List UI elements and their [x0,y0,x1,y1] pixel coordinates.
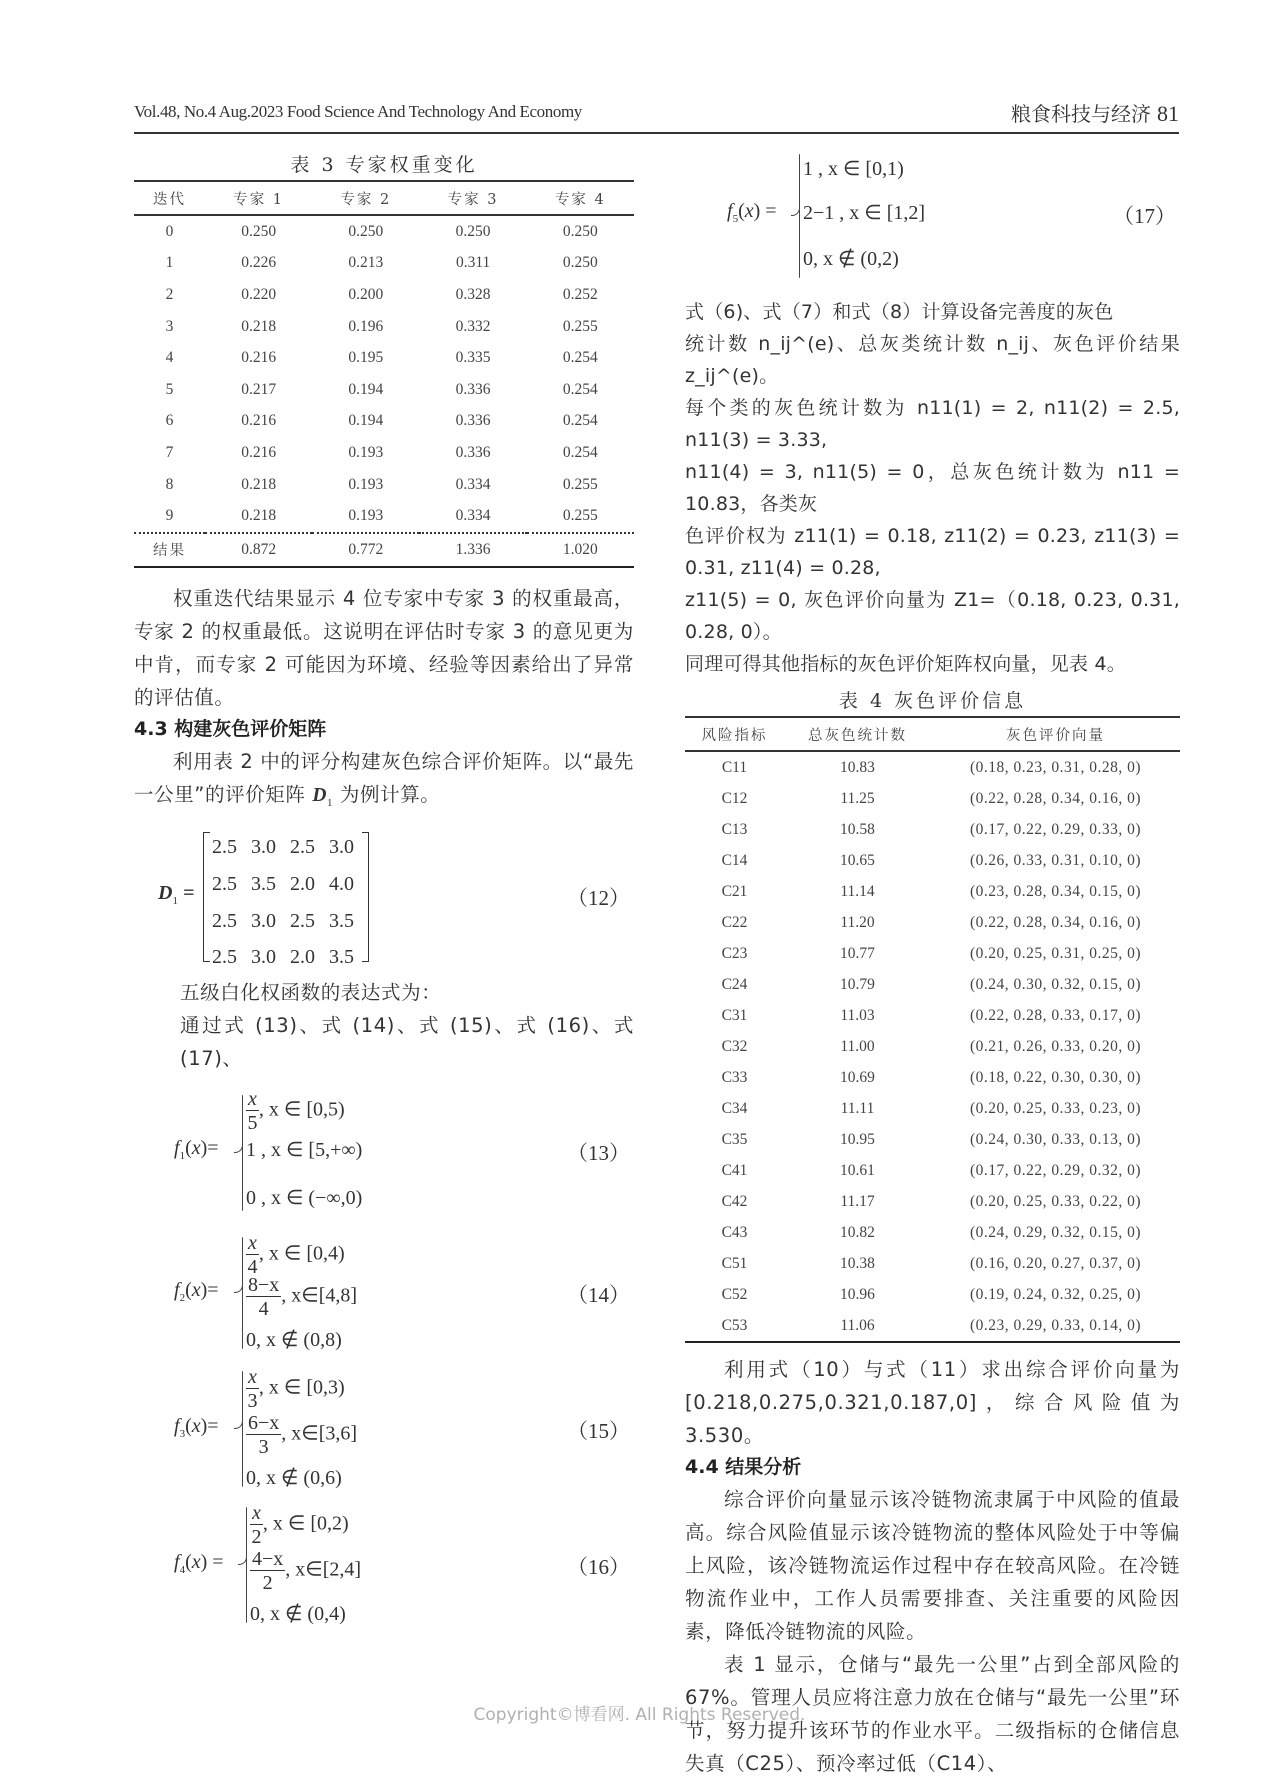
iteration-cell: 2 [165,285,174,303]
table4-row [685,1186,1180,1217]
risk-indicator-cell: C34 [721,1099,748,1117]
risk-indicator-cell: C11 [721,758,748,776]
iteration-cell: 6 [165,412,174,430]
table3-row [134,437,634,469]
equation-13 [134,1089,634,1217]
weight-cell: 0.254 [562,380,598,398]
grey-vector-cell: (0.23, 0.28, 0.34, 0.15, 0) [969,882,1142,900]
weight-cell: 0.332 [455,317,491,335]
table4-header-row [685,717,1180,751]
table4-row [685,969,1180,1000]
total-grey-count-cell: 10.96 [840,1285,875,1303]
risk-indicator-cell: C21 [721,882,748,900]
risk-indicator-cell: C41 [721,1161,748,1179]
total-grey-count-cell: 11.00 [840,1037,875,1055]
table3-expert-weights [134,180,634,568]
paragraph-construct-matrix [134,745,634,812]
text-line: 统计数 n_ij^(e)、总灰类统计数 n_ij、灰色评价结果 z_ij^(e)。 [685,333,1180,387]
page-number: 81 [1157,101,1179,126]
equation-number: （13） [567,1140,630,1165]
risk-indicator-cell: C13 [721,820,748,838]
weight-cell: 0.194 [348,380,384,398]
case-3: 0, x ∉ (0,4) [250,1602,346,1625]
function-name: $f_1(x)=$ [174,1136,219,1162]
matrix-symbol: D [312,784,327,806]
risk-indicator-cell: C32 [721,1037,748,1055]
weight-cell: 0.216 [241,412,277,430]
grey-vector-cell: (0.24, 0.29, 0.32, 0.15, 0) [969,1223,1142,1241]
total-grey-count-cell: 10.82 [840,1223,875,1241]
weight-cell: 0.328 [455,285,491,303]
weight-cell: 0.254 [562,412,598,430]
table3-col-header: 专家 2 [312,181,419,215]
text-line: n11(4) = 3, n11(5) = 0，总灰色统计数为 n11 = 10.83，各类灰 [685,461,1180,515]
function-name: $f_5(x)$ = [727,200,777,225]
weight-cell: 0.250 [562,254,598,272]
weight-cell: 0.196 [348,317,384,335]
table4-row [685,1062,1180,1093]
weight-cell: 0.334 [455,507,491,525]
table3-row [134,469,634,501]
left-column [134,150,634,1627]
weight-cell: 0.334 [455,475,491,493]
table3-col-header: 专家 1 [205,181,312,215]
paragraph-comprehensive-vector: 利用式（10）与式（11）求出综合评价向量为 [0.218,0.275,0.321,0.187,0]，综合风险值为 3.530。 [685,1358,1180,1447]
equation-15 [134,1367,634,1491]
equation-number: （17） [1113,204,1176,228]
grey-vector-cell: (0.19, 0.24, 0.32, 0.25, 0) [969,1285,1142,1303]
table4-row [685,1310,1180,1342]
grey-vector-cell: (0.24, 0.30, 0.32, 0.15, 0) [969,975,1142,993]
total-grey-count-cell: 10.38 [840,1254,875,1272]
risk-indicator-cell: C43 [721,1223,748,1241]
table4-title: 表 4 灰色评价信息 [838,690,1027,712]
case-2: 1 , x ∈ [5,+∞) [246,1138,363,1161]
total-grey-count-cell: 11.14 [840,882,875,900]
risk-indicator-cell: C52 [721,1285,748,1303]
weight-cell: 0.226 [241,254,277,272]
total-grey-count-cell: 10.79 [840,975,875,993]
equation-number: （12） [567,885,630,910]
text-line: 同理可得其他指标的灰色评价矩阵权向量，见表 4。 [685,653,1126,675]
weight-cell: 0.217 [241,380,277,398]
case-3: 0, x ∉ (0,2) [803,248,899,270]
grey-vector-cell: (0.20, 0.25, 0.33, 0.22, 0) [969,1192,1142,1210]
table4-row [685,845,1180,876]
total-grey-count-cell: 10.69 [840,1068,875,1086]
brace [246,1507,247,1623]
table4-grey-evaluation [685,716,1180,1343]
matrix-d1 [203,832,369,968]
grey-vector-cell: (0.26, 0.33, 0.31, 0.10, 0) [969,851,1142,869]
table3-row [134,215,634,248]
result-cell: 0.772 [312,533,419,567]
table4-row [685,907,1180,938]
weight-cell: 0.195 [348,349,384,367]
text-span: 为例计算。 [333,782,441,806]
table3-title: 表 3 专家权重变化 [290,154,478,176]
case-2: $\frac{6-x}{3}$ , x∈[3,6] [248,1411,358,1458]
grey-vector-cell: (0.20, 0.25, 0.33, 0.23, 0) [969,1099,1142,1117]
grey-vector-cell: (0.21, 0.26, 0.33, 0.20, 0) [969,1037,1142,1055]
grey-vector-cell: (0.22, 0.28, 0.34, 0.16, 0) [969,789,1142,807]
case-1: 1 , x ∈ [0,1) [803,158,904,180]
function-name: $f_2(x)=$ [174,1278,219,1304]
weight-cell: 0.218 [241,507,277,525]
function-name: $f_4(x)$ = [174,1550,224,1576]
table3-row [134,311,634,343]
table4-row [685,1031,1180,1062]
table4-row [685,1248,1180,1279]
grey-vector-cell: (0.24, 0.30, 0.33, 0.13, 0) [969,1130,1142,1148]
table3-row [134,406,634,438]
result-label-cell: 结果 [134,533,205,567]
grey-vector-cell: (0.16, 0.20, 0.27, 0.37, 0) [969,1254,1142,1272]
case-1: $\frac{x}{2}$ , x ∈ [0,2) [251,1501,349,1548]
weight-cell: 0.218 [241,475,277,493]
weight-cell: 0.254 [562,349,598,367]
case-1: $\frac{x}{3}$ , x ∈ [0,3) [247,1365,345,1412]
right-column [685,150,1180,1780]
table3-row [134,374,634,406]
weight-cell: 0.336 [455,380,491,398]
risk-indicator-cell: C51 [721,1254,748,1272]
table3-col-header: 专家 3 [419,181,526,215]
table3-row [134,500,634,533]
paragraph-table1-analysis: 表 1 显示，仓储与“最先一公里”占到全部风险的 67%。管理人员应将注意力放在仓储与“最先一公里”环节，努力提升该环节的作业水平。二级指标的仓储信息失真（C25）、预冷率过低（C14）、 [685,1653,1180,1775]
weight-cell: 0.250 [241,222,277,240]
weight-cell: 0.216 [241,349,277,367]
weight-cell: 0.194 [348,412,384,430]
total-grey-count-cell: 11.03 [840,1006,875,1024]
case-3: 0 , x ∈ (−∞,0) [246,1186,363,1209]
weight-cell: 0.255 [562,507,598,525]
grey-vector-cell: (0.17, 0.22, 0.29, 0.32, 0) [969,1161,1142,1179]
journal-title [1011,98,1179,127]
case-2: $\frac{4-x}{2}$ , x∈[2,4] [252,1547,362,1594]
risk-indicator-cell: C23 [721,944,748,962]
risk-indicator-cell: C24 [721,975,748,993]
equation-16 [134,1503,634,1627]
table4-row [685,814,1180,845]
total-grey-count-cell: 10.83 [840,758,875,776]
risk-indicator-cell: C42 [721,1192,748,1210]
paragraph-weight-result: 权重迭代结果显示 4 位专家中专家 3 的权重最高，专家 2 的权重最低。这说明在评估时专家 3 的意见更为中肯，而专家 2 可能因为环境、经验等因素给出了异常的评估值。 [134,586,634,709]
equation-number: （14） [567,1282,630,1307]
iteration-cell: 3 [165,317,174,335]
weight-cell: 0.193 [348,507,384,525]
brace [799,154,800,278]
weight-cell: 0.336 [455,412,491,430]
table4-row [685,1093,1180,1124]
table3-header-row [134,181,634,215]
risk-indicator-cell: C12 [721,789,748,807]
table4-row [685,1124,1180,1155]
section-heading-4-4: 4.4 结果分析 [685,1456,802,1478]
equation-12 [134,832,634,972]
weight-cell: 0.193 [348,475,384,493]
weight-cell: 0.200 [348,285,384,303]
total-grey-count-cell: 11.11 [840,1099,875,1117]
case-1: $\frac{x}{5}$ , x ∈ [0,5) [247,1087,345,1134]
iteration-cell: 1 [165,254,174,272]
matrix-row: 2.5 3.0 2.5 3.5 [212,909,354,932]
total-grey-count-cell: 10.95 [840,1130,875,1148]
text-line: 式（6)、式（7）和式（8）计算设备完善度的灰色 [685,301,1114,323]
weight-cell: 0.311 [455,254,491,272]
table3-col-header: 专家 4 [527,181,634,215]
grey-vector-cell: (0.20, 0.25, 0.31, 0.25, 0) [969,944,1142,962]
section-heading-4-3: 4.3 构建灰色评价矩阵 [134,717,327,740]
grey-vector-cell: (0.23, 0.29, 0.33, 0.14, 0) [931,1310,1180,1342]
table4-col-header: 灰色评价向量 [931,717,1180,751]
weight-cell: 0.255 [562,317,598,335]
table3-result-row [134,533,634,567]
matrix-row: 2.5 3.5 2.0 4.0 [212,872,354,895]
case-2: 2−1 , x ∈ [1,2] [803,202,926,224]
matrix-label: $D_1$ = [158,881,195,907]
weight-cell: 0.220 [241,285,277,303]
risk-indicator-cell: C33 [721,1068,748,1086]
case-3: 0, x ∉ (0,8) [246,1328,342,1351]
weight-cell: 0.335 [455,349,491,367]
grey-vector-cell: (0.18, 0.23, 0.31, 0.28, 0) [969,758,1142,776]
grey-vector-cell: (0.18, 0.22, 0.30, 0.30, 0) [969,1068,1142,1086]
journal-info: Vol.48, No.4 Aug.2023 Food Science And Technology And Economy [134,102,582,121]
total-grey-count-cell: 10.65 [840,851,875,869]
weight-cell: 0.213 [348,254,384,272]
equation-number: （16） [567,1554,630,1579]
paragraph-whitening-intro: 五级白化权函数的表达式为： [180,980,442,1004]
equation-14 [134,1233,634,1353]
weight-cell: 0.255 [562,475,598,493]
weight-cell: 0.254 [562,443,598,461]
grey-vector-cell: (0.17, 0.22, 0.29, 0.33, 0) [969,820,1142,838]
table3-row [134,248,634,280]
grey-vector-cell: (0.22, 0.28, 0.34, 0.16, 0) [969,913,1142,931]
weight-cell: 0.218 [241,317,277,335]
total-grey-count-cell: 11.20 [840,913,875,931]
case-2: $\frac{8-x}{4}$ , x∈[4,8] [248,1273,358,1320]
risk-indicator-cell: C53 [685,1310,784,1342]
iteration-cell: 7 [165,443,174,461]
risk-indicator-cell: C14 [721,851,748,869]
table4-col-header: 总灰色统计数 [784,717,931,751]
equation-number: （15） [567,1418,630,1443]
risk-indicator-cell: C22 [721,913,748,931]
weight-cell: 0.193 [348,443,384,461]
matrix-row: 2.5 3.0 2.5 3.0 [212,835,354,858]
table3-col-header: 迭代 [134,181,205,215]
iteration-cell: 9 [165,507,174,525]
weight-cell: 0.250 [562,222,598,240]
table4-row [685,783,1180,814]
iteration-cell: 8 [165,475,174,493]
risk-indicator-cell: C31 [721,1006,748,1024]
weight-cell: 0.250 [455,222,491,240]
table4-row [685,876,1180,907]
result-cell: 1.336 [419,533,526,567]
text-line: 色评价权为 z11(1) = 0.18, z11(2) = 0.23, z11(3) = 0.31, z11(4) = 0.28, [685,525,1180,579]
iteration-cell: 5 [165,380,174,398]
case-1: $\frac{x}{4}$ , x ∈ [0,4) [247,1231,345,1278]
total-grey-count-cell: 11.17 [840,1192,875,1210]
paragraph-via-equations: 通过式 (13)、式 (14)、式 (15)、式 (16)、式 (17)、 [180,1013,634,1070]
iteration-cell: 0 [165,222,174,240]
total-grey-count-cell: 11.25 [840,789,875,807]
function-name: $f_3(x)=$ [174,1414,219,1440]
table4-row [685,1155,1180,1186]
result-cell: 0.872 [205,533,312,567]
table4-col-header: 风险指标 [685,717,784,751]
text-line: 每个类的灰色统计数为 n11(1) = 2, n11(2) = 2.5, n11(3) = 3.33, [685,397,1180,451]
risk-indicator-cell: C35 [721,1130,748,1148]
table4-row [685,751,1180,783]
table4-row [685,1279,1180,1310]
matrix-subscript: 1 [327,796,334,809]
equation-17 [685,150,1180,290]
journal-name-cn: 粮食科技与经济 [1011,102,1151,126]
total-grey-count-cell: 10.61 [840,1161,875,1179]
text-line: z11(5) = 0, 灰色评价向量为 Z1=（0.18, 0.23, 0.31, 0.28, 0）。 [685,589,1180,643]
table4-row [685,938,1180,969]
table3-row [134,279,634,311]
weight-cell: 0.252 [562,285,598,303]
total-grey-count-cell: 10.58 [840,820,875,838]
copyright-notice: Copyright©博看网. All Rights Reserved. [473,1705,806,1725]
weight-cell: 0.250 [348,222,384,240]
table3-row [134,342,634,374]
matrix-row: 2.5 3.0 2.0 3.5 [212,945,354,968]
iteration-cell: 4 [165,349,174,367]
weight-cell: 0.216 [241,443,277,461]
brace [242,1095,243,1211]
total-grey-count-cell: 11.06 [784,1310,931,1342]
text-span: 利用表 2 中的评分构建灰色综合评价矩阵。以“最先一公里”的评价矩阵 [134,749,634,806]
brace [242,1371,243,1487]
running-head [134,100,1179,134]
paragraph-grey-statistics [685,296,1180,680]
paragraph-result-analysis: 综合评价向量显示该冷链物流隶属于中风险的值最高。综合风险值显示该冷链物流的整体风险处于中等偏上风险，该冷链物流运作过程中存在较高风险。在冷链物流作业中，工作人员需要排查、关注重要的风险因素，降低冷链物流的风险。 [685,1488,1180,1643]
brace [242,1237,243,1349]
table4-row [685,1000,1180,1031]
weight-cell: 0.336 [455,443,491,461]
result-cell: 1.020 [527,533,634,567]
table4-row [685,1217,1180,1248]
total-grey-count-cell: 10.77 [840,944,875,962]
case-3: 0, x ∉ (0,6) [246,1466,342,1489]
grey-vector-cell: (0.22, 0.28, 0.33, 0.17, 0) [969,1006,1142,1024]
